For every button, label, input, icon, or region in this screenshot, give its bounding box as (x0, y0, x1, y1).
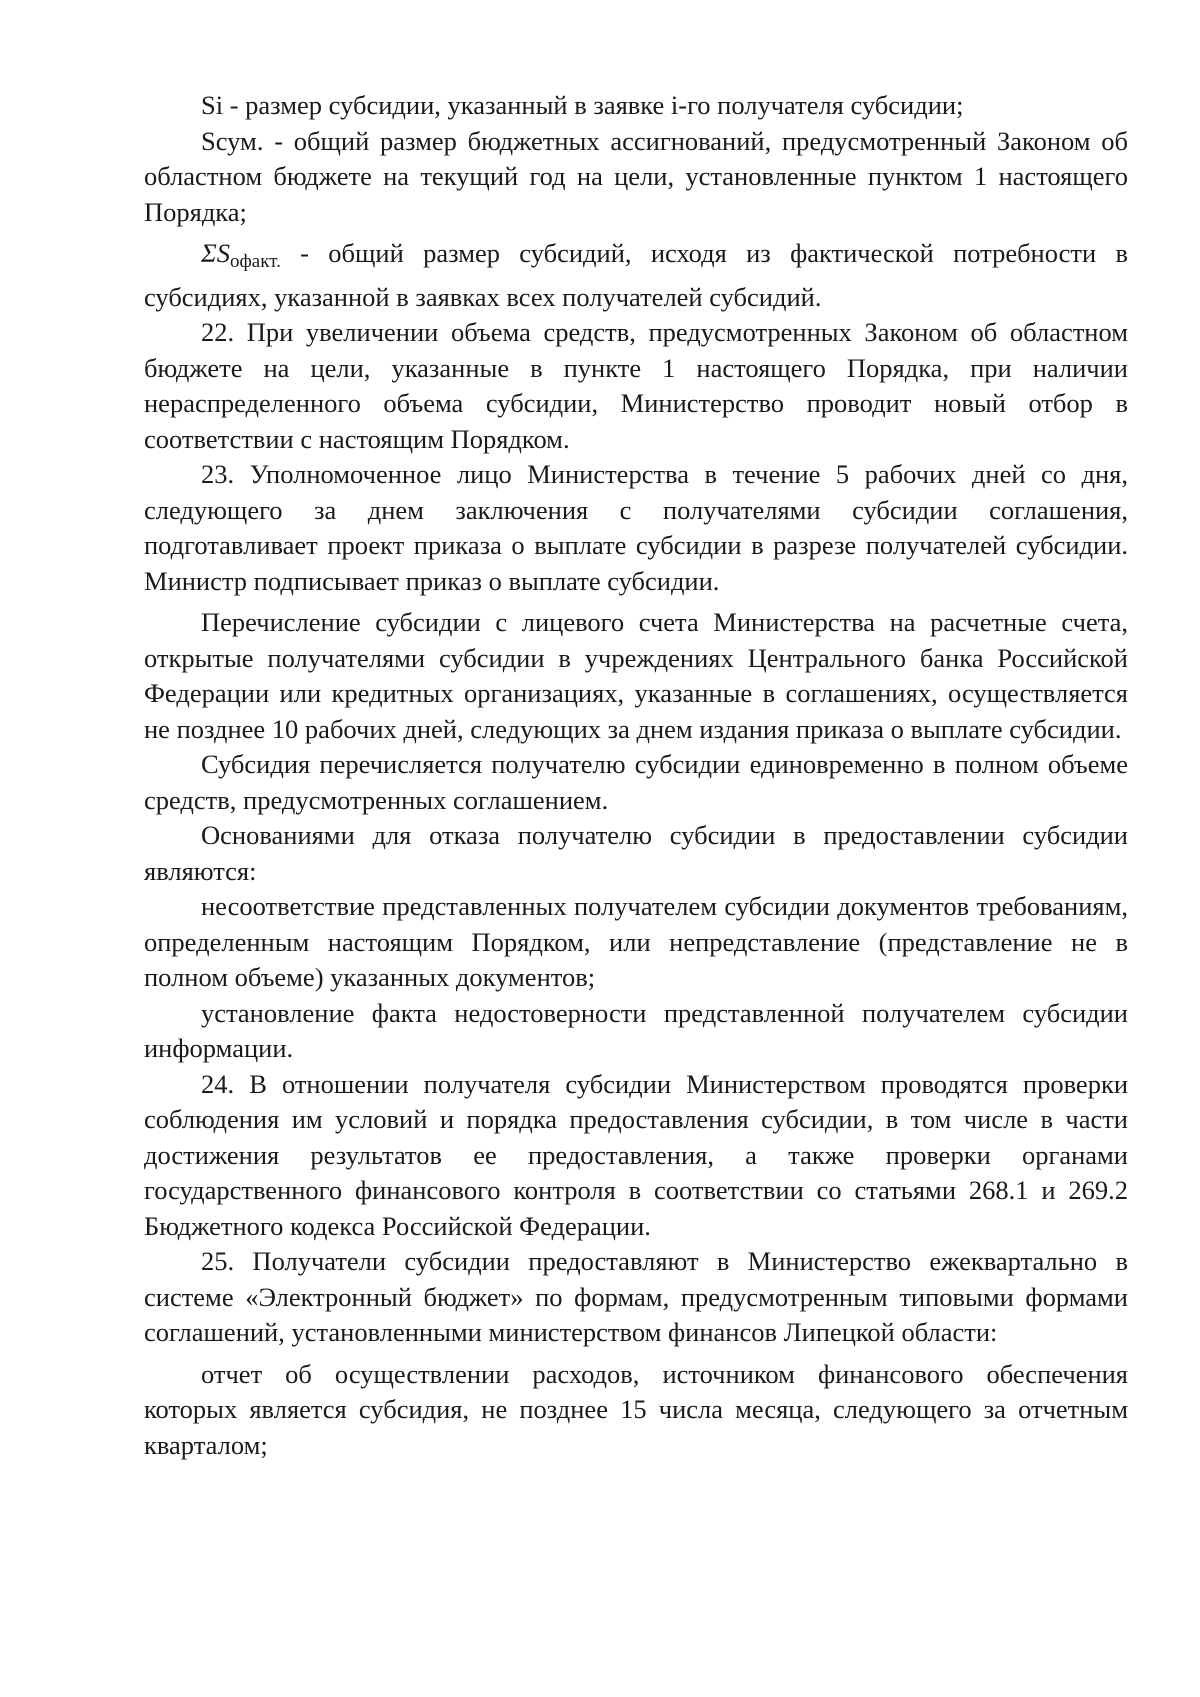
paragraph-refusal-grounds: Основаниями для отказа получателю субсидии в предоставлении субсидии являются: (144, 820, 1128, 886)
document-body (144, 88, 1128, 1463)
paragraph-22: 22. При увеличении объема средств, предусмотренных Законом об областном бюджете на цели, указанные в пункте 1 настоящего Порядка, при наличии нераспределенного объема субсидии, Министерство проводит новый отбор в соответствии с настоящим Порядком. (144, 317, 1128, 454)
paragraph-25: 25. Получатели субсидии предоставляют в Министерство ежеквартально в системе «Электронный бюджет» по формам, предусмотренным типовыми формами соглашений, установленными министерством финансов Липецкой области: (144, 1246, 1128, 1347)
paragraph-transfer: Перечисление субсидии с лицевого счета Министерства на расчетные счета, открытые получателями субсидии в учреждениях Центрального банка Российской Федерации или кредитных организациях, указанные в соглашениях, осуществляется не позднее 10 рабочих дней, следующих за днем издания приказа о выплате субсидии. (144, 607, 1128, 744)
paragraph-refusal-item-1: несоответствие представленных получателем субсидии документов требованиям, определенным настоящим Порядком, или непредставление (представление не в полном объеме) указанных документов; (144, 891, 1128, 992)
formula-symbol: ΣS (201, 238, 230, 268)
formula-definition-text: - общий размер субсидий, исходя из фактической потребности в субсидиях, указанной в заявках всех получателей субсидий. (144, 238, 1128, 312)
paragraph-refusal-item-2: установление факта недостоверности представленной получателем субсидии информации. (144, 997, 1128, 1063)
paragraph-si-definition: Si - размер субсидии, указанный в заявке i-го получателя субсидии; (201, 90, 964, 120)
paragraph-lump-sum: Субсидия перечисляется получателю субсидии единовременно в полном объеме средств, предусмотренных соглашением. (144, 749, 1128, 815)
paragraph-ssum-definition: Sсум. - общий размер бюджетных ассигнований, предусмотренный Законом об областном бюджете на текущий год на цели, установленные пунктом 1 настоящего Порядка; (144, 125, 1128, 227)
paragraph-23: 23. Уполномоченное лицо Министерства в течение 5 рабочих дней со дня, следующего за днем заключения с получателями субсидии соглашения, подготавливает проект приказа о выплате субсидии в разрезе получателей субсидии. Министр подписывает приказ о выплате субсидии. (144, 459, 1128, 596)
paragraph-formula-definition (144, 236, 1128, 315)
paragraph-report: отчет об осуществлении расходов, источником финансового обеспечения которых является субсидия, не позднее 15 числа месяца, следующего за отчетным кварталом; (144, 1358, 1128, 1460)
paragraph-24: 24. В отношении получателя субсидии Министерством проводятся проверки соблюдения им условий и порядка предоставления субсидии, в том числе в части достижения результатов ее предоставления, а также проверки органами государственного финансового контроля в соответствии со статьями 268.1 и 269.2 Бюджетного кодекса Российской Федерации. (144, 1068, 1128, 1241)
formula-subscript: офакт. (230, 251, 281, 272)
